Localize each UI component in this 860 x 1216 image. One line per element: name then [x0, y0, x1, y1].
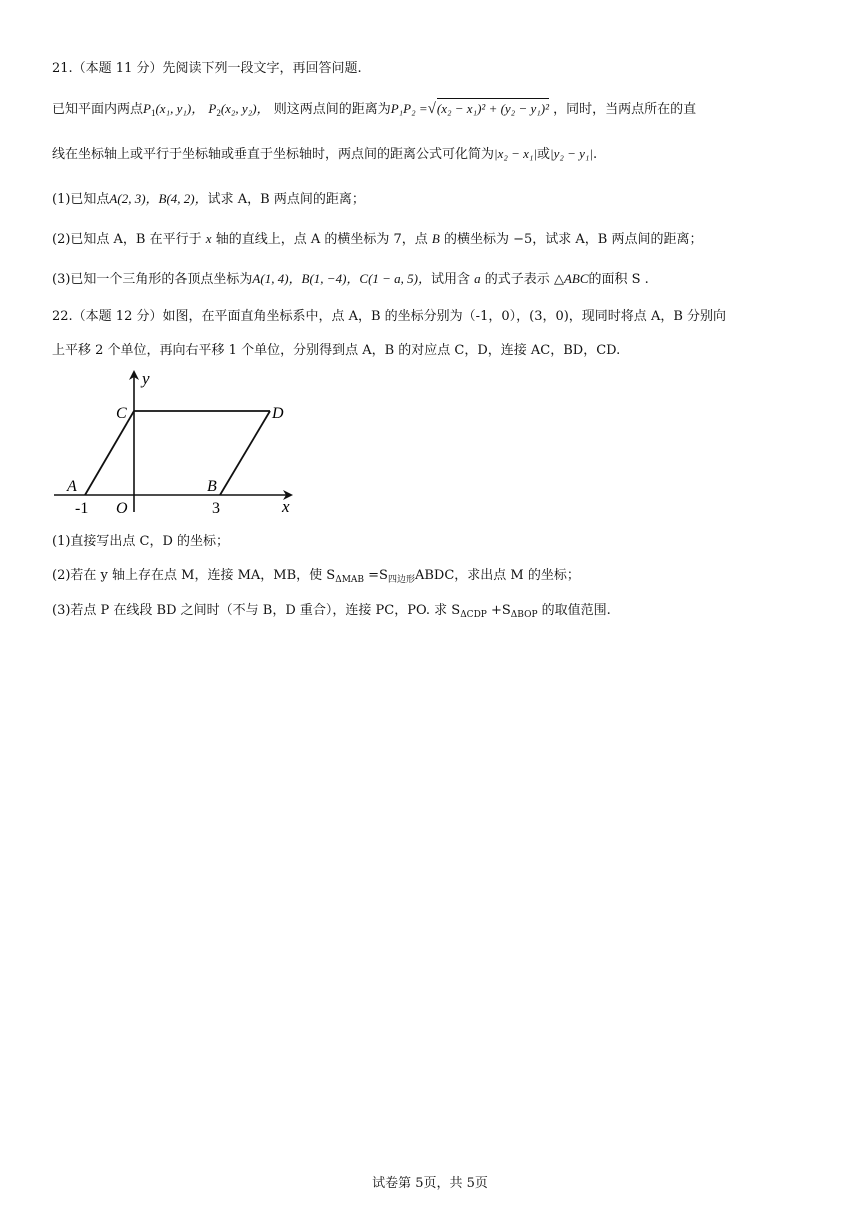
p1-label: P [143, 101, 151, 116]
q21-line2-a: 线在坐标轴上或平行于坐标轴或垂直于坐标轴时，两点间的距离公式可化简为 [52, 147, 495, 162]
q22-heading-a: 22.（本题 12 分）如图，在平面直角坐标系中，点 A，B 的坐标分别为（-1，0），(3，0)，现同时将点 A，B 分别向 [52, 309, 727, 324]
tick-3: 3 [212, 500, 220, 517]
q21-p3-text-d: 的面积 S . [588, 272, 649, 287]
q21-p2-b: B [431, 231, 440, 246]
q21-p2-text-c: 的横坐标为 −5，试求 A，B 两点间的距离； [443, 232, 703, 247]
q22-part1: (1)直接写出点 C，D 的坐标； [52, 534, 230, 549]
q21-heading: 21.（本题 11 分）先阅读下列一段文字，再回答问题. [52, 61, 362, 76]
abs-y-diff: |y₂ − y₁| [550, 146, 594, 161]
q21-line2-end: . [593, 147, 598, 162]
q21-p2-x: x [205, 231, 212, 246]
p1-args: (x₁, y₁)， [155, 101, 205, 116]
p2-args: (x₂, y₂)， [220, 101, 270, 116]
q21-part3 [52, 270, 649, 289]
q22-p2-text-a: (2)若在 y 轴上存在点 M，连接 MA，MB，使 S [52, 568, 336, 583]
q21-intro-b: 则这两点间的距离为 [273, 102, 391, 117]
distance-formula-lhs: P₁P₂ = [390, 101, 428, 116]
q21-p1-question: 试求 A，B 两点间的距离； [207, 192, 365, 207]
q22-p3-sub-bop: ΔBOP [510, 610, 538, 620]
variable-a: a [474, 271, 481, 286]
origin-label: O [116, 500, 128, 517]
q22-p2-text-c: ABDC，求出点 M 的坐标； [414, 568, 580, 583]
segment-ac [85, 411, 134, 495]
point-b-coords: B(4, 2)， [158, 191, 208, 206]
q22-p3-text-b: +S [486, 603, 511, 618]
q22-p3-text-a: (3)若点 P 在线段 BD 之间时（不与 B，D 重合），连接 PC，PO. 求 S [52, 603, 461, 618]
point-b-label: B [207, 478, 217, 495]
q21-p1-text: (1)已知点 [52, 192, 110, 207]
q21-p2-text-a: (2)已知点 A，B 在平行于 [52, 232, 202, 247]
p2-label: P [208, 101, 217, 116]
q21-intro-c: ，同时，当两点所在的直 [553, 102, 697, 117]
point-a-coords: A(2, 3)， [109, 191, 159, 206]
q21-intro-a: 已知平面内两点 [52, 102, 144, 117]
q21-part2 [52, 230, 703, 249]
q22-part3 [52, 602, 611, 620]
q22-p2-sub-mab: ΔMAB [335, 575, 365, 585]
x-axis-label: x [282, 497, 290, 516]
coordinate-figure [50, 366, 300, 518]
segment-bd [220, 411, 270, 495]
triangle-abc: △ABC [553, 271, 589, 286]
q21-p3-text-a: (3)已知一个三角形的各顶点坐标为 [52, 272, 253, 287]
page-footer: 试卷第 5页，共 5页 [372, 1176, 488, 1191]
q21-p3-text-b: 试用含 [431, 272, 471, 287]
triangle-vertices: A(1, 4)，B(1, −4)，C(1 − a, 5)， [252, 271, 431, 286]
q22-p2-text-b: =S [364, 568, 388, 583]
q21-intro-line: 已知平面内两点$P_1(x_1$, y₁)， $P_2(x_2$, y₂)， 则这两点间的距离为P₁P₂ =√(x₂ − x₁)² + (y₂ − y₁)² ，同时，当两点所在的直 [52, 98, 696, 119]
q21-or: 或 [537, 147, 551, 162]
q21-p3-text-c: 的式子表示 [484, 272, 550, 287]
point-d-label: D [272, 405, 284, 422]
y-axis-label: y [142, 369, 150, 388]
tick-neg1: -1 [75, 500, 89, 517]
q21-part1 [52, 190, 365, 209]
q22-heading-b: 上平移 2 个单位，再向右平移 1 个单位，分别得到点 A，B 的对应点 C，D，连接 AC，BD，CD. [52, 343, 621, 358]
q22-part2 [52, 567, 580, 585]
q21-line2 [52, 145, 597, 164]
abs-x-diff: |x₂ − x₁| [494, 146, 538, 161]
distance-formula-radicand: (x₂ − x₁)² + (y₂ − y₁)² [437, 98, 549, 118]
q21-p2-text-b: 轴的直线上，点 A 的横坐标为 7，点 [215, 232, 428, 247]
point-a-label: A [67, 478, 77, 495]
q22-p3-sub-cdp: ΔCDP [460, 610, 487, 620]
q22-p3-text-c: 的取值范围. [537, 603, 611, 618]
point-c-label: C [116, 405, 127, 422]
q22-p2-sub-quad: 四边形 [387, 575, 415, 585]
